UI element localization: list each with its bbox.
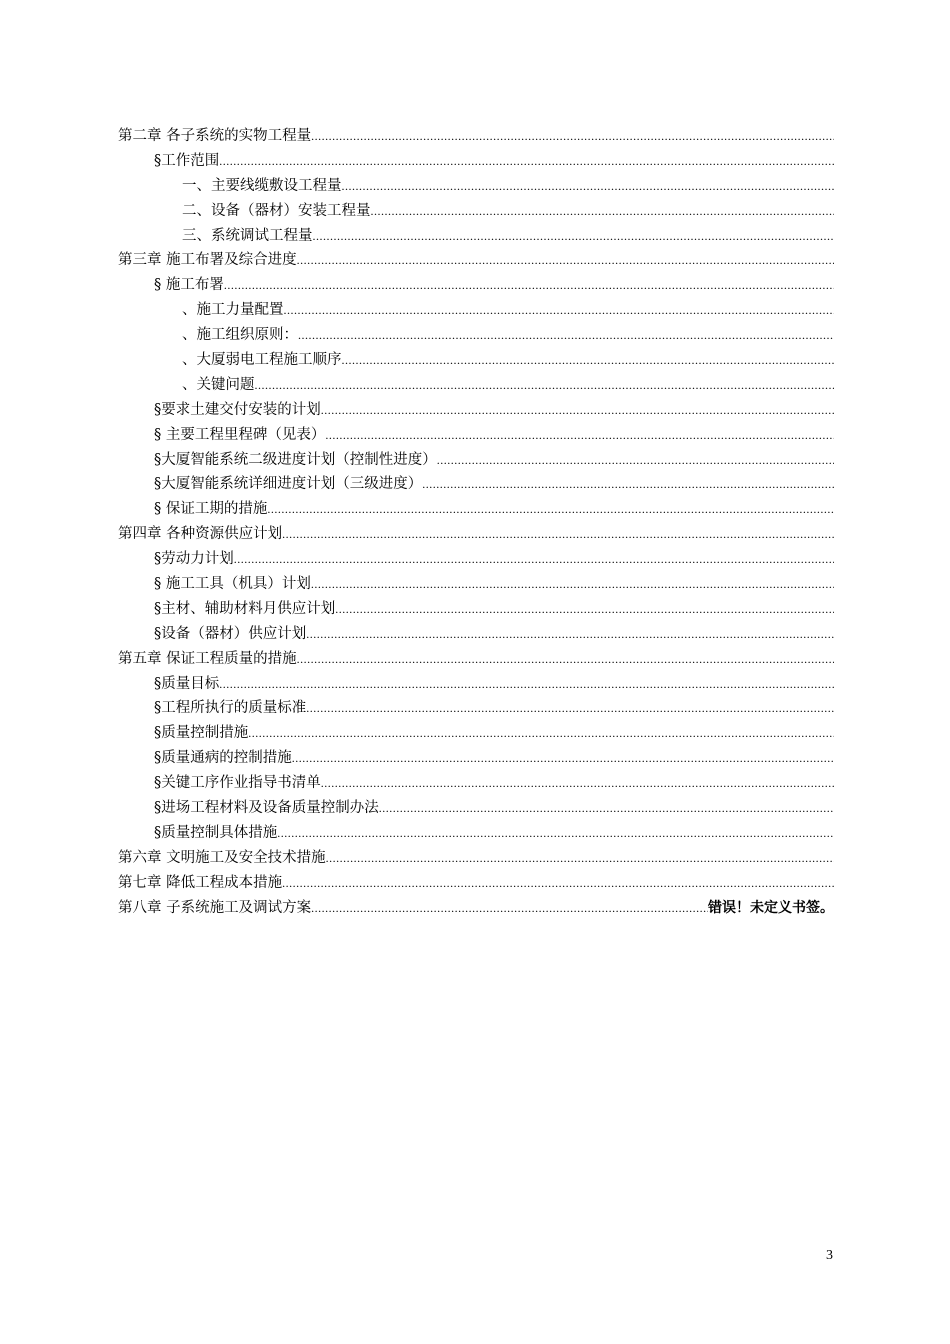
toc-entry[interactable] xyxy=(118,846,834,871)
toc-leader-dots xyxy=(224,273,834,298)
toc-entry-title: §主材、辅助材料月供应计划 xyxy=(154,600,336,617)
toc-entry-title: 第七章 降低工程成本措施 xyxy=(118,874,283,891)
toc-entry[interactable] xyxy=(118,448,834,473)
toc-entry[interactable] xyxy=(118,423,834,448)
toc-entry-title: § 施工布署 xyxy=(154,277,224,294)
toc-entry[interactable] xyxy=(118,373,834,398)
toc-leader-dots xyxy=(219,672,834,697)
toc-entry-title: 第二章 各子系统的实物工程量 xyxy=(118,128,312,144)
toc-leader-dots xyxy=(342,174,835,199)
toc-entry[interactable] xyxy=(118,248,834,273)
toc-entry-title: 、大厦弱电工程施工顺序 xyxy=(182,352,342,369)
toc-entry-title: §关键工序作业指导书清单 xyxy=(154,775,321,792)
toc-entry-title: 一、主要线缆敷设工程量 xyxy=(182,177,342,194)
toc-entry-page: 错误！未定义书签。 xyxy=(708,899,834,916)
toc-entry-title: §劳动力计划 xyxy=(154,551,234,568)
toc-entry[interactable] xyxy=(118,721,834,746)
toc-entry-title: §工程所执行的质量标准 xyxy=(154,700,307,717)
toc-entry-title: 第三章 施工布署及综合进度 xyxy=(118,252,297,269)
toc-leader-dots xyxy=(311,124,834,149)
toc-leader-dots xyxy=(282,871,834,896)
toc-entry[interactable] xyxy=(118,472,834,497)
toc-leader-dots xyxy=(297,647,834,672)
toc-entry[interactable] xyxy=(118,572,834,597)
toc-entry[interactable] xyxy=(118,746,834,771)
toc-entry-title: §工作范围 xyxy=(154,152,220,169)
toc-entry-title: 二、设备（器材）安装工程量 xyxy=(182,202,371,219)
toc-entry-title: 第八章 子系统施工及调试方案 xyxy=(118,899,312,916)
toc-entry-title: §要求土建交付安装的计划 xyxy=(154,401,321,418)
toc-entry[interactable] xyxy=(118,174,834,199)
toc-entry[interactable] xyxy=(118,224,834,249)
toc-entry[interactable] xyxy=(118,771,834,796)
toc-entry-title: §进场工程材料及设备质量控制办法 xyxy=(154,800,379,817)
toc-entry-title: 、施工组织原则： xyxy=(182,327,298,344)
toc-leader-dots xyxy=(326,846,834,871)
toc-leader-dots xyxy=(371,199,835,224)
toc-entry[interactable] xyxy=(118,597,834,622)
toc-leader-dots xyxy=(321,771,834,796)
toc-entry-title: § 施工工具（机具）计划 xyxy=(154,576,311,593)
toc-leader-dots xyxy=(313,224,835,249)
toc-entry-title: 第四章 各种资源供应计划 xyxy=(118,526,283,543)
toc-entry-title: §大厦智能系统详细进度计划（三级进度） xyxy=(154,476,423,493)
toc-entry-title: §质量目标 xyxy=(154,675,220,692)
toc-entry[interactable] xyxy=(118,348,834,373)
toc-leader-dots xyxy=(311,572,834,597)
toc-leader-dots xyxy=(284,298,835,323)
toc-entry-title: §质量控制措施 xyxy=(154,725,249,742)
toc-entry-title: §质量通病的控制措施 xyxy=(154,750,292,767)
toc-entry[interactable] xyxy=(118,647,834,672)
toc-entry[interactable] xyxy=(118,199,834,224)
toc-leader-dots xyxy=(335,597,834,622)
toc-entry-title: § 保证工期的措施 xyxy=(154,501,268,518)
toc-entry-title: § 主要工程里程碑（见表） xyxy=(154,426,326,443)
toc-entry[interactable] xyxy=(118,821,834,846)
toc-entry-title: §设备（器材）供应计划 xyxy=(154,625,307,642)
toc-leader-dots xyxy=(321,398,834,423)
toc-leader-dots xyxy=(248,721,834,746)
toc-entry[interactable] xyxy=(118,696,834,721)
toc-leader-dots xyxy=(437,448,834,473)
toc-leader-dots xyxy=(311,896,708,921)
toc-entry[interactable] xyxy=(118,796,834,821)
toc-entry[interactable] xyxy=(118,896,834,921)
toc-entry[interactable] xyxy=(118,547,834,572)
toc-leader-dots xyxy=(306,622,834,647)
toc-entry-title: 第五章 保证工程质量的措施 xyxy=(118,650,297,667)
toc-leader-dots xyxy=(325,423,834,448)
toc-leader-dots xyxy=(234,547,834,572)
toc-leader-dots xyxy=(282,522,834,547)
toc-entry-title: 、施工力量配置 xyxy=(182,302,284,319)
toc-leader-dots xyxy=(342,348,835,373)
toc-entry-title: 第六章 文明施工及安全技术措施 xyxy=(118,849,326,866)
toc-leader-dots xyxy=(292,746,834,771)
toc-entry[interactable] xyxy=(118,298,834,323)
toc-entry-title: 、关键问题 xyxy=(182,376,255,393)
toc-leader-dots xyxy=(297,248,834,273)
toc-leader-dots xyxy=(267,497,834,522)
toc-entry-title: 三、系统调试工程量 xyxy=(182,227,313,244)
table-of-contents xyxy=(118,124,834,921)
toc-entry[interactable] xyxy=(118,323,834,348)
toc-leader-dots xyxy=(255,373,835,398)
toc-leader-dots xyxy=(298,323,834,348)
toc-entry[interactable] xyxy=(118,398,834,423)
toc-leader-dots xyxy=(306,696,834,721)
toc-entry[interactable] xyxy=(118,622,834,647)
toc-entry[interactable] xyxy=(118,871,834,896)
toc-leader-dots xyxy=(277,821,834,846)
toc-leader-dots xyxy=(422,472,834,497)
toc-entry-title: §大厦智能系统二级进度计划（控制性进度） xyxy=(154,451,437,468)
toc-entry[interactable] xyxy=(118,273,834,298)
toc-leader-dots xyxy=(379,796,834,821)
toc-entry[interactable] xyxy=(118,672,834,697)
page-number: 3 xyxy=(826,1248,833,1263)
toc-entry[interactable] xyxy=(118,124,834,149)
toc-leader-dots xyxy=(219,149,834,174)
toc-entry[interactable] xyxy=(118,522,834,547)
toc-entry[interactable] xyxy=(118,149,834,174)
toc-entry[interactable] xyxy=(118,497,834,522)
toc-entry-title: §质量控制具体措施 xyxy=(154,824,278,841)
